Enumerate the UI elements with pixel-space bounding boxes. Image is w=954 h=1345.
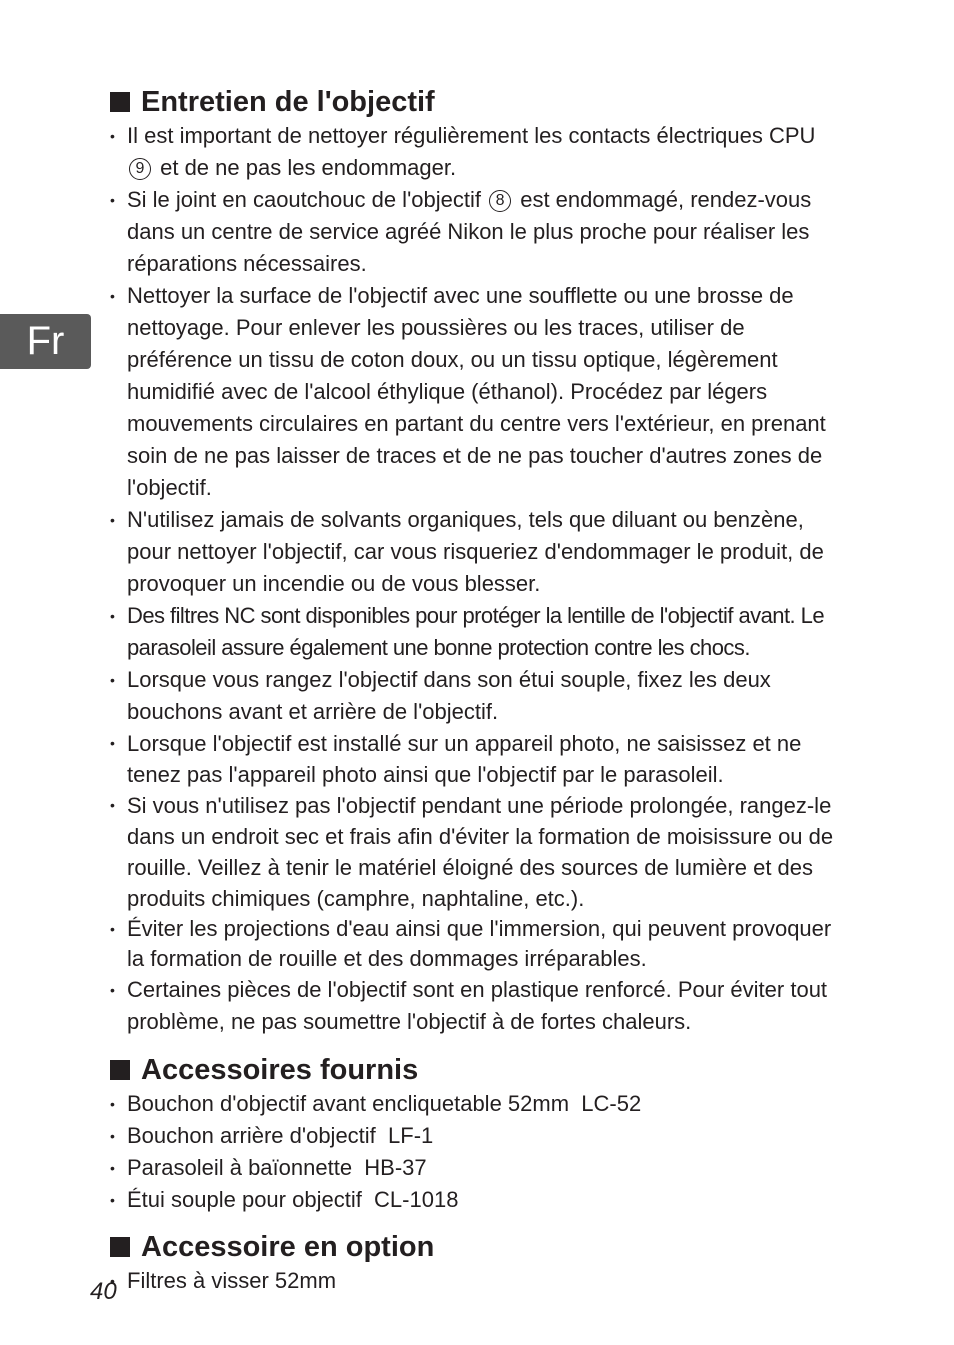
section-title-accessoires-fournis: Accessoires fournis [110, 1052, 845, 1088]
language-tab-fr: Fr [0, 314, 91, 369]
square-bullet-icon [110, 1060, 130, 1080]
maintenance-list [110, 120, 845, 1038]
optional-accessories-list [110, 1265, 845, 1297]
list-item: • Lorsque l'objectif est installé sur un appareil photo, ne saisissez et ne tenez pas l'appareil photo ainsi que l'objectif par le parasoleil. [110, 728, 845, 790]
list-item: • Lorsque vous rangez l'objectif dans son étui souple, fixez les deux bouchons avant et arrière de l'objectif. [110, 664, 845, 728]
list-item: • Bouchon d'objectif avant encliquetable 52mm LC-52 [110, 1088, 845, 1120]
section-title-accessoire-option: Accessoire en option [110, 1229, 845, 1265]
circled-number-8-icon: 8 [489, 190, 511, 212]
square-bullet-icon [110, 1237, 130, 1257]
list-item: • Étui souple pour objectif CL-1018 [110, 1184, 845, 1216]
list-item: • N'utilisez jamais de solvants organiques, tels que diluant ou benzène, pour nettoyer l'objectif, car vous risqueriez d'endommager le produit, de provoquer un incendie ou de vous blesser. [110, 504, 845, 600]
page-content [110, 84, 845, 1297]
list-item: • Éviter les projections d'eau ainsi que l'immersion, qui peuvent provoquer la formation de rouille et des dommages irréparables. [110, 914, 845, 974]
circled-number-9-icon: 9 [129, 158, 151, 180]
list-item: • Certaines pièces de l'objectif sont en plastique renforcé. Pour éviter tout problème, ne pas soumettre l'objectif à de fortes chaleurs. [110, 974, 845, 1038]
page-number: 40 [90, 1278, 117, 1305]
list-item: • Des filtres NC sont disponibles pour protéger la lentille de l'objectif avant. Le parasoleil assure également une bonne protection contre les chocs. [110, 600, 845, 664]
list-item: • Si vous n'utilisez pas l'objectif pendant une période prolongée, rangez-le dans un endroit sec et frais afin d'éviter la formation de moisissure ou de rouille. Veillez à tenir le matériel éloigné des sources de lumière et des produits chimiques (camphre, naphtaline, etc.). [110, 790, 845, 914]
list-item: • Si le joint en caoutchouc de l'objectif 8 est endommagé, rendez-vous dans un centre de service agréé Nikon le plus proche pour réaliser les réparations nécessaires. [110, 184, 845, 280]
square-bullet-icon [110, 92, 130, 112]
supplied-accessories-list [110, 1088, 845, 1216]
list-item: • Filtres à visser 52mm [110, 1265, 845, 1297]
list-item: • Nettoyer la surface de l'objectif avec une soufflette ou une brosse de nettoyage. Pour enlever les poussières ou les traces, utiliser de préférence un tissu de coton doux, ou un tissu optique, légèrement humidifié avec de l'alcool éthylique (éthanol). Procédez par légers mouvements circulaires en partant du centre vers l'extérieur, en prenant soin de ne pas laisser de traces et de ne pas toucher d'autres zones de l'objectif. [110, 280, 845, 504]
list-item: • Parasoleil à baïonnette HB-37 [110, 1152, 845, 1184]
list-item: • Il est important de nettoyer régulièrement les contacts électriques CPU 9 et de ne pas les endommager. [110, 120, 845, 184]
section-title-entretien: Entretien de l'objectif [110, 84, 845, 120]
list-item: • Bouchon arrière d'objectif LF-1 [110, 1120, 845, 1152]
